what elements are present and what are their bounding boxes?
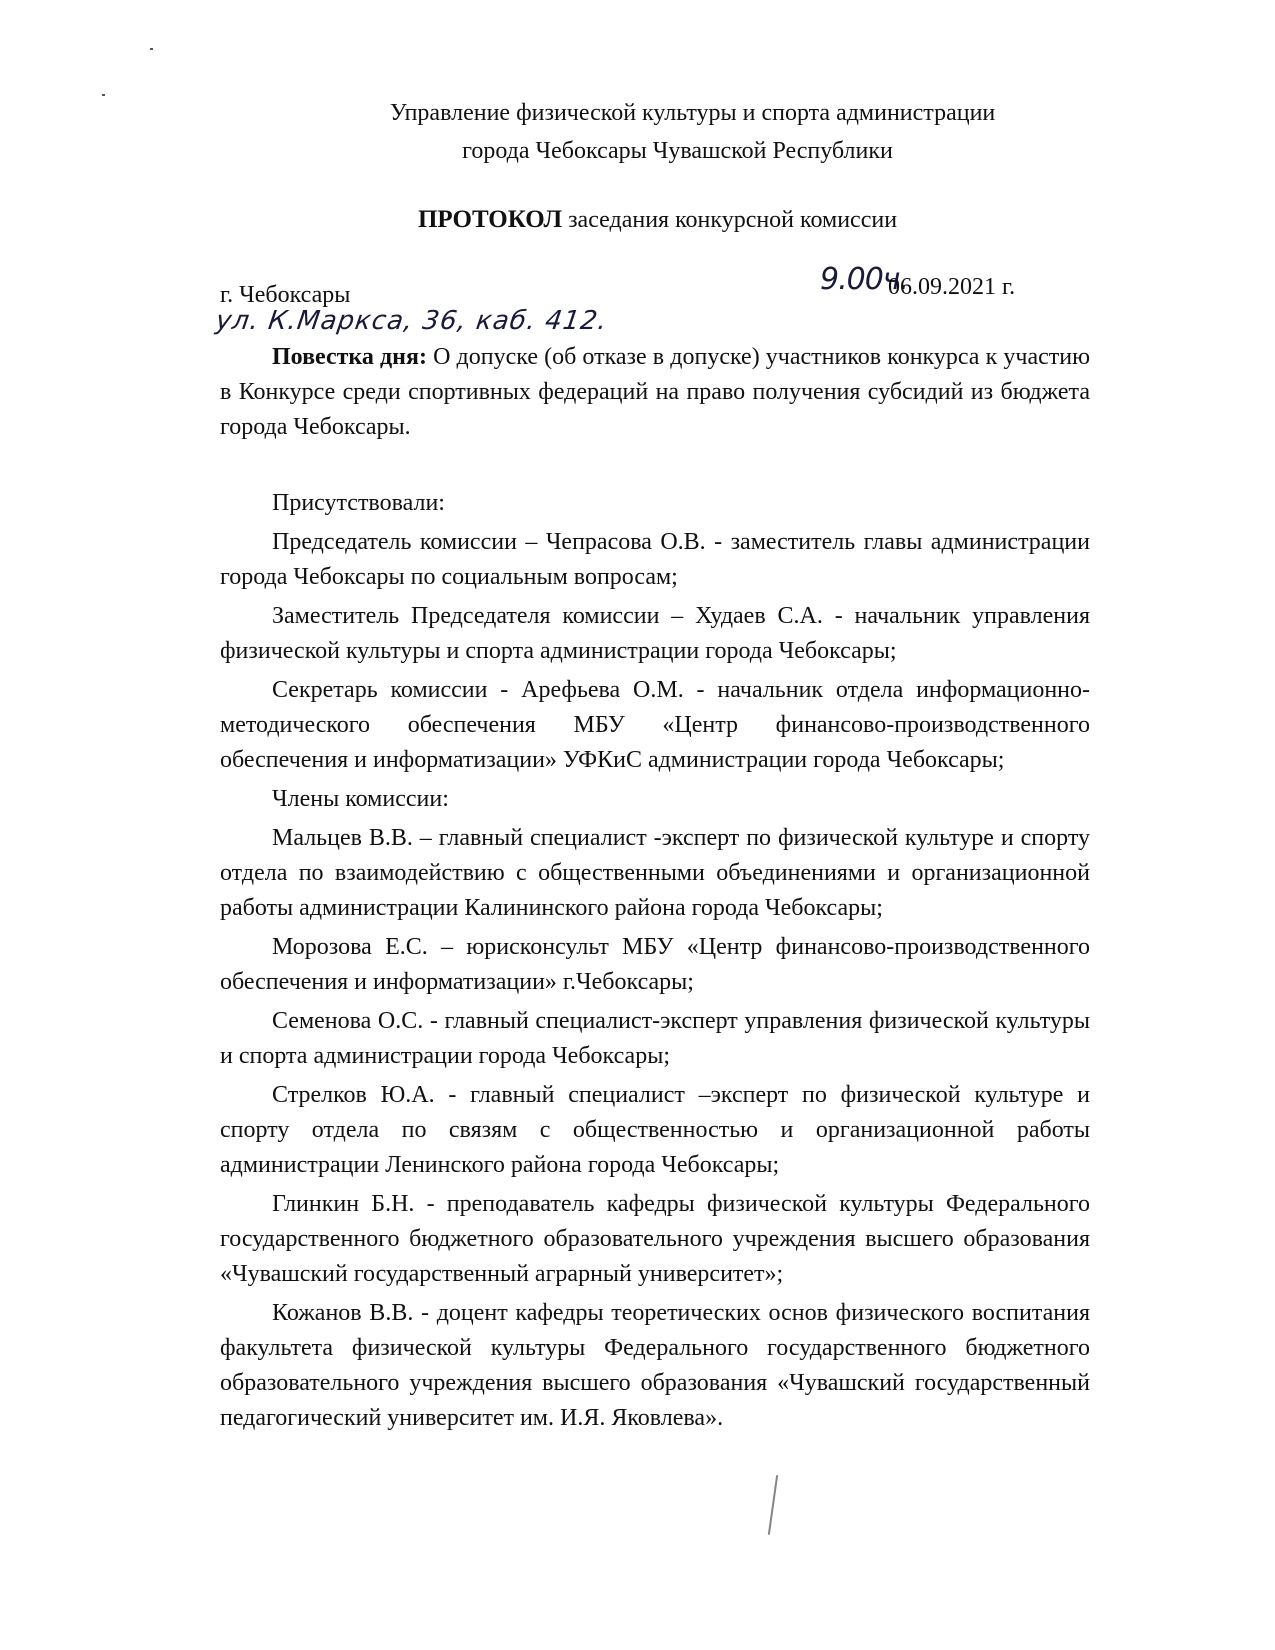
header-line-1: Управление физической культуры и спорта администрации [389, 100, 996, 126]
member-entry: Глинкин Б.Н. - преподаватель кафедры физической культуры Федерального государственного бюджетного образовательного учреждения высшего образования «Чувашский государственный аграрный университет»; [220, 1191, 1090, 1287]
city: г. Чебоксары [220, 282, 351, 308]
agenda-label: Повестка дня: [272, 344, 427, 370]
agenda-paragraph [220, 340, 1090, 445]
scan-speck [102, 94, 105, 96]
handwritten-address: ул. К.Маркса, 36, каб. 412. [213, 306, 610, 336]
member-entry: Мальцев В.В. – главный специалист -эксперт по физической культуре и спорту отдела по взаимодействию с общественными объединениями и организационной работы администрации Калининского района города Чебоксары; [220, 825, 1090, 921]
member-entry: Морозова Е.С. – юрисконсульт МБУ «Центр финансово-производственного обеспечения и информатизации» г.Чебоксары; [220, 934, 1090, 995]
agenda-section [220, 340, 1090, 449]
attendance-section [220, 486, 1090, 1440]
document-title [0, 206, 1275, 234]
title-bold: ПРОТОКОЛ [417, 206, 563, 233]
title-rest: заседания конкурсной комиссии [562, 207, 898, 233]
scan-speck [150, 48, 153, 50]
members-heading: Члены комиссии: [272, 786, 449, 812]
header-line-2: города Чебоксары Чувашской Республики [462, 138, 893, 164]
member-entry: Кожанов В.В. - доцент кафедры теоретических основ физического воспитания факультета физической культуры Федерального государственного бюджетного образовательного учреждения высшего образования «Чувашский государственный педагогический университет им. И.Я. Яковлева». [220, 1300, 1090, 1431]
attendance-heading: Присутствовали: [272, 490, 445, 516]
agenda-text: О допуске (об отказе в допуске) участников конкурса к участию в Конкурсе среди спортивных федераций на право получения субсидий из бюджета города Чебоксары. [220, 344, 1091, 440]
pen-stroke-mark [768, 1475, 778, 1535]
member-entry: Стрелков Ю.А. - главный специалист –эксперт по физической культуре и спорту отдела по связям с общественностью и организационной работы администрации Ленинского района города Чебоксары; [220, 1082, 1090, 1178]
organization-header [0, 94, 1275, 170]
member-entry: Семенова О.С. - главный специалист-эксперт управления физической культуры и спорта администрации города Чебоксары; [220, 1008, 1090, 1069]
deputy-entry: Заместитель Председателя комиссии – Худаев С.А. - начальник управления физической культуры и спорта администрации города Чебоксары; [220, 603, 1090, 664]
chair-entry: Председатель комиссии – Чепрасова О.В. - заместитель главы администрации города Чебоксары по социальным вопросам; [220, 529, 1090, 590]
secretary-entry: Секретарь комиссии - Арефьева О.М. - начальник отдела информационно-методического обеспечения МБУ «Центр финансово-производственного обеспечения и информатизации» УФКиС администрации города Чебоксары; [220, 677, 1090, 773]
meeting-date: 06.09.2021 г. [888, 274, 1016, 300]
handwritten-time: 9.00ч. [820, 262, 909, 297]
